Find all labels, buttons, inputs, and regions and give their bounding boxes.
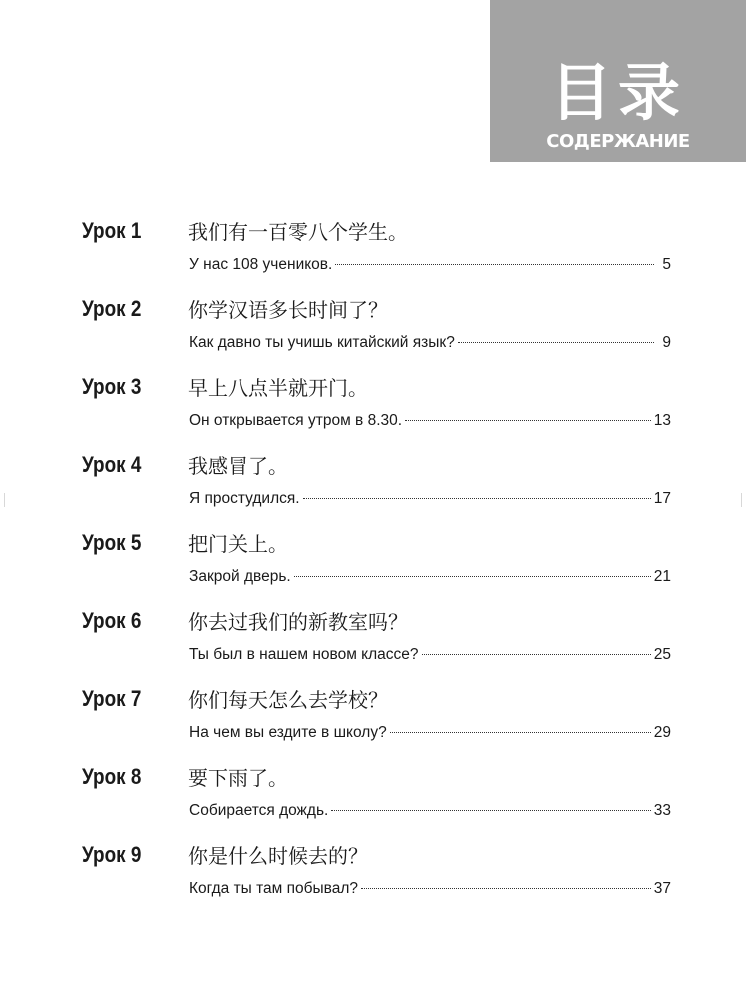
toc-entry-lesson-3[interactable] — [0, 373, 746, 443]
lesson-number: Урок 7 — [82, 686, 142, 711]
lesson-title-row — [189, 879, 671, 899]
lesson-number: Урок 3 — [82, 374, 142, 399]
dot-leader — [294, 576, 651, 577]
dot-leader — [405, 420, 651, 421]
lesson-title-row — [189, 333, 671, 353]
dot-leader — [458, 342, 654, 343]
lesson-number: Урок 2 — [82, 296, 142, 321]
contents-subtitle: СОДЕРЖАНИЕ — [546, 131, 690, 152]
lesson-number: Урок 9 — [82, 842, 142, 867]
page-number: 25 — [653, 646, 671, 663]
lesson-title-russian: На чем вы ездите в школу? — [189, 724, 387, 741]
lesson-title-row — [189, 255, 671, 275]
lesson-number: Урок 5 — [82, 530, 142, 555]
lesson-title-chinese: 要下雨了。 — [188, 766, 288, 790]
lesson-title-row — [189, 723, 671, 743]
page-number: 37 — [653, 880, 671, 897]
lesson-title-russian: Как давно ты учишь китайский язык? — [189, 334, 455, 351]
toc-entry-lesson-2[interactable] — [0, 295, 746, 365]
toc-entry-lesson-8[interactable] — [0, 763, 746, 833]
lesson-title-chinese: 你是什么时候去的？ — [188, 844, 368, 868]
lesson-title-russian: Он открывается утром в 8.30. — [189, 412, 403, 429]
toc-entry-lesson-1[interactable] — [0, 217, 746, 287]
lesson-title-row — [189, 411, 671, 431]
dot-leader — [303, 498, 651, 499]
page-number: 33 — [653, 802, 671, 819]
lesson-number: Урок 4 — [82, 452, 142, 477]
crop-mark — [741, 493, 742, 507]
lesson-number: Урок 1 — [82, 218, 142, 243]
lesson-title-chinese: 你学汉语多长时间了？ — [188, 298, 388, 322]
lesson-title-russian: Закрой дверь. — [189, 568, 291, 585]
lesson-title-chinese: 早上八点半就开门。 — [188, 376, 368, 400]
page-number: 29 — [653, 724, 671, 741]
toc-entry-lesson-5[interactable] — [0, 529, 746, 599]
lesson-title-row — [189, 645, 671, 665]
lesson-title-chinese: 你去过我们的新教室吗？ — [188, 610, 408, 634]
lesson-title-chinese: 我感冒了。 — [188, 454, 288, 478]
page-number: 9 — [662, 334, 671, 351]
lesson-title-chinese: 把门关上。 — [188, 532, 288, 556]
lesson-number: Урок 6 — [82, 608, 142, 633]
lesson-title-row — [189, 801, 671, 821]
dot-leader — [422, 654, 651, 655]
page-number: 21 — [653, 568, 671, 585]
lesson-title-russian: Ты был в нашем новом классе? — [189, 646, 419, 663]
contents-title: 目录 — [549, 56, 686, 129]
lesson-number: Урок 8 — [82, 764, 142, 789]
lesson-title-chinese: 你们每天怎么去学校？ — [188, 688, 388, 712]
dot-leader — [390, 732, 651, 733]
lesson-title-russian: Когда ты там побывал? — [189, 880, 359, 897]
lesson-title-row — [189, 489, 671, 509]
dot-leader — [335, 264, 654, 265]
page-number: 17 — [653, 490, 671, 507]
toc-entry-lesson-6[interactable] — [0, 607, 746, 677]
crop-mark — [4, 493, 5, 507]
lesson-title-russian: У нас 108 учеников. — [189, 256, 333, 273]
lesson-title-chinese: 我们有一百零八个学生。 — [188, 220, 408, 244]
lesson-title-russian: Я простудился. — [189, 490, 300, 507]
toc-entry-lesson-4[interactable] — [0, 451, 746, 521]
toc-entry-lesson-9[interactable] — [0, 841, 746, 911]
page-number: 5 — [662, 256, 671, 273]
dot-leader — [331, 810, 650, 811]
dot-leader — [361, 888, 651, 889]
toc-entry-lesson-7[interactable] — [0, 685, 746, 755]
lesson-title-russian: Собирается дождь. — [189, 802, 329, 819]
lesson-title-row — [189, 567, 671, 587]
page-number: 13 — [653, 412, 671, 429]
